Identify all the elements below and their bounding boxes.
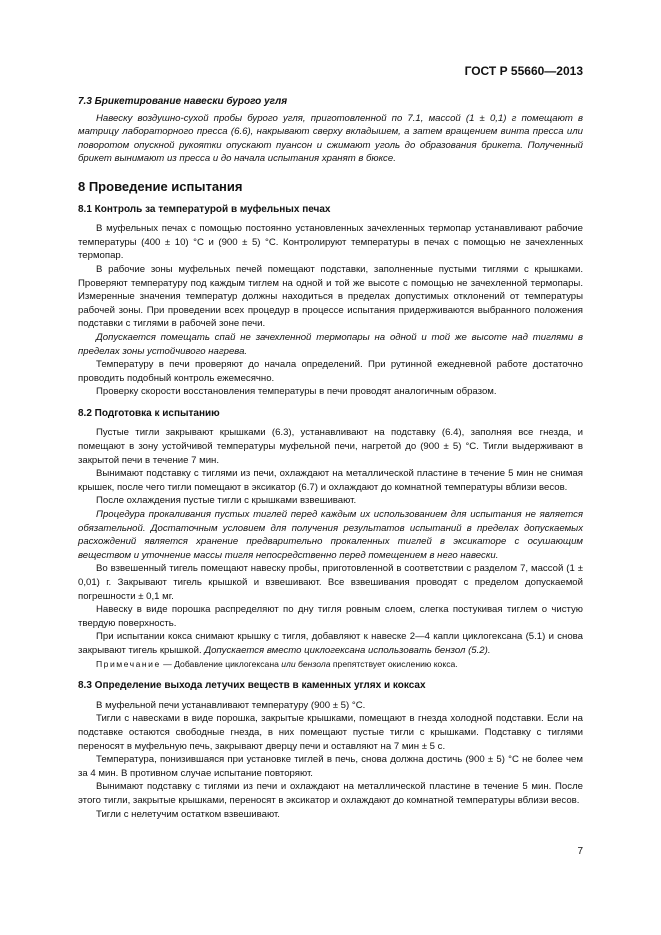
page-content <box>78 88 583 821</box>
paragraph-7-italic: Допускается вместо циклогексана использовать бензол (5.2). <box>204 644 491 656</box>
section-8-3-title: 8.3 Определение выхода летучих веществ в каменных углях и коксах <box>78 680 426 692</box>
section-8-2-paragraph-6: Навеску в виде порошка распределяют по дну тигля ровным слоем, слегка постукивая тиглем о чистую твердую поверхность. <box>78 604 583 629</box>
note-label: Примечание <box>96 658 161 669</box>
section-8-1-paragraph-2: В рабочие зоны муфельных печей помещают подставки, заполненные пустыми тиглями с крышками. Проверяют температуру под каждым тиглем на одной и той же высоте с помощью не зачехленной термопары. Измеренные значения температур должны находиться в пределах допустимых отклонений от температуры рабочей зоны. При проведении всех процедур в процессе испытания придерживаются выбранного положения подставки с тиглями в рабочей зоне печи. <box>78 263 583 330</box>
paragraph-7-text: При испытании кокса снимают крышку с тигля, добавляют к навеске 2—4 капли циклогексана (5.1) и снова закрывают тигель крышкой. <box>78 631 583 656</box>
section-8-3-paragraph-4: Вынимают подставку с тиглями из печи и охлаждают на металлической пластине в течение 5 мин. После этого тигли, закрытые крышками, переносят в эксикатор и охлаждают до комнатной температуры вблизи весов. <box>78 781 583 806</box>
section-8-1-paragraph-3: Допускается помещать спай не зачехленной термопары на одной и той же высоте над тиглями в пределах зоны устойчивого нагрева. <box>78 331 583 357</box>
standard-code: ГОСТ Р 55660—2013 <box>464 64 583 78</box>
note-text-a: — Добавление циклогексана <box>160 658 282 669</box>
section-8-2-paragraph-2: Вынимают подставку с тиглями из печи, охлаждают на металлической пластине в течение 5 мин не снимая крышек, после чего тигли помещают в эксикатор (6.7) и охлаждают до комнатной температуры вблизи весов. <box>78 468 583 493</box>
section-8-title: 8 Проведение испытания <box>78 178 243 194</box>
section-8-3-paragraph-5: Тигли с нелетучим остатком взвешивают. <box>96 808 280 820</box>
section-8-1-paragraph-1: В муфельных печах с помощью постоянно установленных зачехленных термопар устанавливают рабочие температуры (400 ± 10) °C и (900 ± 5) °C. Контролируют температуры в печах с помощью не зачехленных термопар. <box>78 223 583 262</box>
section-8-1-paragraph-4: Температуру в печи проверяют до начала определений. При рутинной ежедневной работе достаточно проводить подобный контроль ежемесячно. <box>78 359 583 384</box>
section-8-2-paragraph-3: После охлаждения пустые тигли с крышками взвешивают. <box>96 495 357 507</box>
section-8-1-paragraph-5: Проверку скорости восстановления температуры в печи проводят аналогичным образом. <box>96 386 497 398</box>
page-number: 7 <box>577 846 583 857</box>
section-8-2-paragraph-1: Пустые тигли закрывают крышками (6.3), устанавливают на подставку (6.4), заполняя все гнезда, и помещают в зону устойчивой температуры муфельной печи, нагретой до (900 ± 5) °C. Тигли выдерживают в закрытой печи в течение 7 мин. <box>78 427 583 466</box>
section-7-3-title: 7.3 Брикетирование навески бурого угля <box>78 96 288 107</box>
note-text-b: или бензола <box>281 658 331 669</box>
note-text-c: препятствует окислению кокса. <box>330 658 458 669</box>
section-8-3-paragraph-3: Температура, понизившаяся при установке тиглей в печь, снова должна достичь (900 ± 5) °C не более чем за 4 мин. В противном случае испытание повторяют. <box>78 754 583 779</box>
section-8-2-title: 8.2 Подготовка к испытанию <box>78 407 220 419</box>
section-8-3-paragraph-1: В муфельной печи устанавливают температуру (900 ± 5) °C. <box>96 699 366 711</box>
section-8-2-paragraph-5: Во взвешенный тигель помещают навеску пробы, приготовленной в соответствии с разделом 7, массой (1 ± 0,01) г. Закрывают тигель крышкой и взвешивают. Все взвешивания проводят с пределом допускаемой погрешности ± 0,1 мг. <box>78 563 583 602</box>
section-7-3-paragraph: Навеску воздушно-сухой пробы бурого угля, приготовленной по 7.1, массой (1 ± 0,1) г помещают в матрицу лабораторного пресса (6.6), накрывают сверху вкладышем, а затем вращением винта пресса или поворотом опускной рукоятки опускают пуансон и сжимают уголь до образования брикета. Полученный брикет вынимают из пресса и до начала испытания хранят в бюксе. <box>78 112 583 165</box>
section-8-1-title: 8.1 Контроль за температурой в муфельных печах <box>78 203 331 215</box>
section-8-3-paragraph-2: Тигли с навесками в виде порошка, закрытые крышками, помещают в гнезда холодной подставки. Если на подставке остаются свободные гнезда, в них помещают пустые тигли с крышками. Подставку с тиглями переносят в муфельную печь, закрывают дверцу печи и оставляют на 7 мин ± 5 с. <box>78 713 583 752</box>
section-8-2-paragraph-4: Процедура прокаливания пустых тиглей перед каждым их использованием для испытания не является обязательной. Достаточным условием для получения результатов испытаний в пределах допускаемых расхождений является хранение предварительно прокаленных тиглей в эксикаторе с осушающим веществом и уточнение массы тигля непосредственно перед помещением в него навески. <box>78 509 583 561</box>
section-8-2-note <box>78 658 583 672</box>
section-8-2-paragraph-7 <box>78 630 583 657</box>
